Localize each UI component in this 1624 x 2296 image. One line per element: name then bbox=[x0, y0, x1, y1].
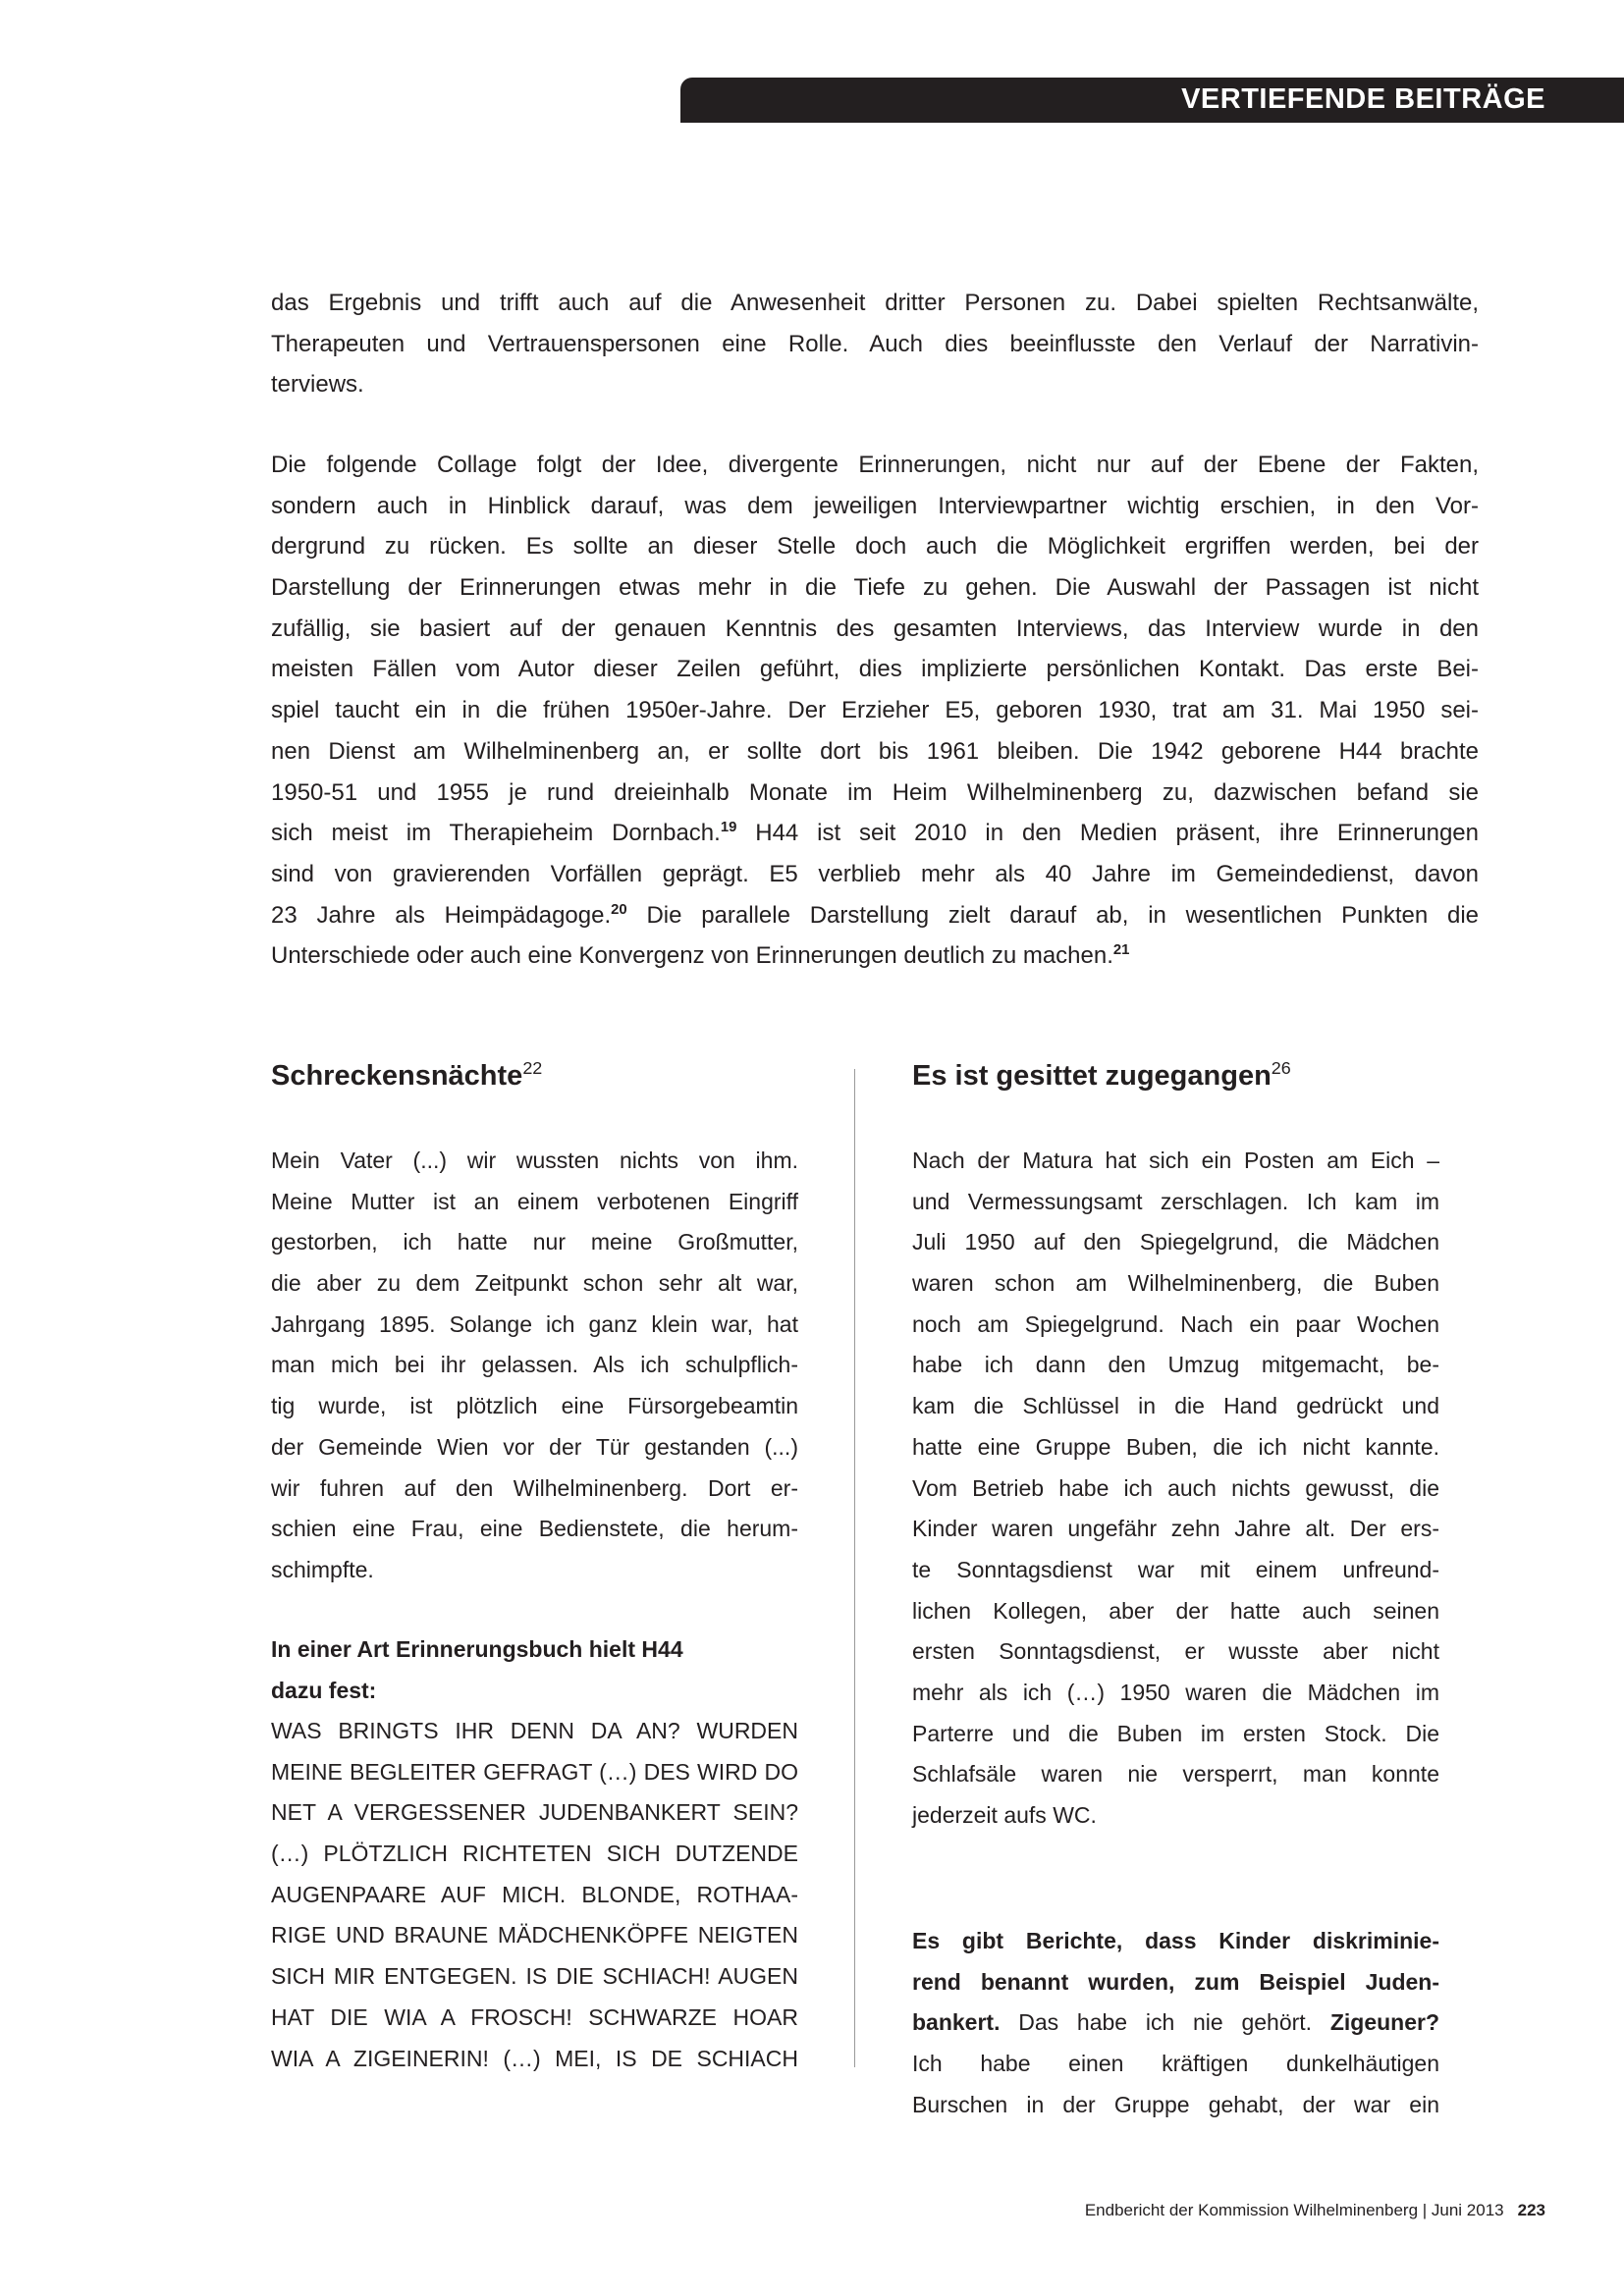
text-line: Meine Mutter ist an einem verbotenen Eingriff bbox=[271, 1188, 798, 1214]
text-line: das Ergebnis und trifft auch auf die Anwesenheit dritter Personen zu. Dabei spielten Rechtsanwälte, bbox=[271, 290, 1479, 316]
text-line: zufällig, sie basiert auf der genauen Kenntnis des gesamten Interviews, das Interview wurde in den bbox=[271, 614, 1479, 642]
text-line: spiel taucht ein in die frühen 1950er-Jahre. Der Erzieher E5, geboren 1930, trat am 31. Mai 1950 sei- bbox=[271, 697, 1479, 724]
text-line: die aber zu dem Zeitpunkt schon sehr alt war, bbox=[271, 1270, 798, 1297]
text-segment: 23 Jahre als Heimpädagoge. bbox=[271, 901, 612, 929]
text-line bbox=[271, 813, 1479, 854]
heading-text: Es ist gesittet zugegangen bbox=[912, 1060, 1272, 1092]
text-line: wir fuhren auf den Wilhelminenberg. Dort er- bbox=[271, 1474, 798, 1501]
text-segment: Unterschiede oder auch eine Konvergenz von Erinnerungen deutlich zu machen. bbox=[271, 942, 1113, 970]
text-line: sind von gravierenden Vorfällen geprägt. E5 verblieb mehr als 40 Jahre im Gemeindedienst, davon bbox=[271, 860, 1479, 887]
column-divider bbox=[854, 1069, 855, 2067]
text-line bbox=[912, 2002, 1439, 2044]
text-line: MEINE BEGLEITER GEFRAGT (…) DES WIRD DO bbox=[271, 1758, 798, 1785]
text-line: te Sonntagsdienst war mit einem unfreund- bbox=[912, 1556, 1439, 1582]
text-segment: sich meist im Therapieheim Dornbach. bbox=[271, 820, 721, 847]
text-line: AUGENPAARE AUF MICH. BLONDE, ROTHAA- bbox=[271, 1881, 798, 1907]
footnote-ref: 20 bbox=[611, 901, 627, 918]
heading-text: Schreckensnächte bbox=[271, 1060, 523, 1092]
text-line: hatte eine Gruppe Buben, die ich nicht kannte. bbox=[912, 1433, 1439, 1460]
text-line: terviews. bbox=[271, 371, 364, 399]
footnote-ref: 26 bbox=[1271, 1058, 1291, 1079]
text-line bbox=[271, 935, 1479, 977]
text-line: der Gemeinde Wien vor der Tür gestanden (...) bbox=[271, 1433, 798, 1460]
text-line: Burschen in der Gruppe gehabt, der war ein bbox=[912, 2091, 1439, 2117]
text-line: Schlafsäle waren nie versperrt, man konnte bbox=[912, 1761, 1439, 1788]
text-line: RIGE UND BRAUNE MÄDCHENKÖPFE NEIGTEN bbox=[271, 1922, 798, 1949]
intro-paragraph-1 bbox=[271, 283, 1479, 405]
text-line: Kinder waren ungefähr zehn Jahre alt. Der ers- bbox=[912, 1516, 1439, 1542]
left-column-subheading bbox=[271, 1629, 798, 1711]
left-column-heading bbox=[271, 1056, 542, 1095]
text-line bbox=[912, 1921, 1439, 1962]
intro-paragraph-2 bbox=[271, 445, 1479, 977]
text-line: tig wurde, ist plötzlich eine Fürsorgebeamtin bbox=[271, 1393, 798, 1419]
text-segment: Das habe ich nie gehört. bbox=[1000, 2009, 1330, 2036]
text-line: sondern auch in Hinblick darauf, was dem jeweiligen Interviewpartner wichtig erschien, in den Vor- bbox=[271, 492, 1479, 519]
text-line: man mich bei ihr gelassen. Als ich schulpflich- bbox=[271, 1352, 798, 1378]
text-segment: Zigeuner? bbox=[1329, 2009, 1439, 2036]
text-line: In einer Art Erinnerungsbuch hielt H44 bbox=[271, 1636, 683, 1662]
text-line: Darstellung der Erinnerungen etwas mehr in die Tiefe zu gehen. Die Auswahl der Passagen ist nicht bbox=[271, 574, 1479, 602]
left-column-body bbox=[271, 1141, 798, 1591]
text-line: dergrund zu rücken. Es sollte an dieser Stelle doch auch die Möglichkeit ergriffen werden, bei der bbox=[271, 533, 1479, 561]
text-line: kam die Schlüssel in die Hand gedrückt und bbox=[912, 1393, 1439, 1419]
text-segment: H44 ist seit 2010 in den Medien präsent, ihre Erinnerungen bbox=[736, 820, 1479, 847]
text-line: dazu fest: bbox=[271, 1677, 377, 1703]
text-line: Jahrgang 1895. Solange ich ganz klein war, hat bbox=[271, 1310, 798, 1337]
footnote-ref: 22 bbox=[522, 1058, 543, 1079]
section-title: VERTIEFENDE BEITRÄGE bbox=[1181, 83, 1545, 115]
text-line: lichen Kollegen, aber der hatte auch seinen bbox=[912, 1597, 1439, 1624]
text-segment: Die parallele Darstellung zielt darauf ab, in wesentlichen Punkten die bbox=[626, 901, 1479, 929]
text-line: gestorben, ich hatte nur meine Großmutter, bbox=[271, 1229, 798, 1255]
text-line: Die folgende Collage folgt der Idee, divergente Erinnerungen, nicht nur auf der Ebene der Fakten, bbox=[271, 452, 1479, 478]
text-line: Nach der Matura hat sich ein Posten am Eich – bbox=[912, 1148, 1439, 1173]
text-line: Juli 1950 auf den Spiegelgrund, die Mädchen bbox=[912, 1229, 1439, 1255]
text-line: 1950-51 und 1955 je rund dreieinhalb Monate im Heim Wilhelminenberg zu, dazwischen befand sie bbox=[271, 778, 1479, 806]
text-line: habe ich dann den Umzug mitgemacht, be- bbox=[912, 1352, 1439, 1378]
text-line: schimpfte. bbox=[271, 1556, 374, 1582]
footnote-ref: 19 bbox=[720, 820, 737, 836]
right-column-heading bbox=[912, 1056, 1291, 1095]
text-line: schien eine Frau, eine Bedienstete, die herum- bbox=[271, 1516, 798, 1542]
text-line: NET A VERGESSENER JUDENBANKERT SEIN? bbox=[271, 1799, 798, 1826]
right-column-interview-question bbox=[912, 1921, 1439, 2125]
text-segment: bankert. bbox=[912, 2009, 1001, 2036]
text-line: SICH MIR ENTGEGEN. IS DIE SCHIACH! AUGEN bbox=[271, 1963, 798, 1990]
text-line bbox=[271, 895, 1479, 936]
text-line: mehr als ich (…) 1950 waren die Mädchen im bbox=[912, 1679, 1439, 1705]
text-line: Therapeuten und Vertrauenspersonen eine Rolle. Auch dies beeinflusste den Verlauf der Narrativin- bbox=[271, 330, 1479, 357]
text-line: WAS BRINGTS IHR DENN DA AN? WURDEN bbox=[271, 1718, 798, 1743]
section-header-bar bbox=[680, 78, 1624, 123]
text-segment: Es gibt Berichte, dass Kinder diskriminie- bbox=[912, 1928, 1439, 1953]
text-line: (…) PLÖTZLICH RICHTETEN SICH DUTZENDE bbox=[271, 1841, 798, 1867]
text-line: Parterre und die Buben im ersten Stock. Die bbox=[912, 1720, 1439, 1746]
text-line: WIA A ZIGEINERIN! (…) MEI, IS DE SCHIACH bbox=[271, 2045, 798, 2071]
text-line: meisten Fällen vom Autor dieser Zeilen geführt, dies implizierte persönlichen Kontakt. Das erste Bei- bbox=[271, 656, 1479, 683]
text-line: ersten Sonntagsdienst, er wusste aber nicht bbox=[912, 1638, 1439, 1665]
text-line: Ich habe einen kräftigen dunkelhäutigen bbox=[912, 2051, 1439, 2077]
left-column-quote bbox=[271, 1711, 798, 2079]
text-line: Mein Vater (...) wir wussten nichts von ihm. bbox=[271, 1148, 798, 1173]
text-line: waren schon am Wilhelminenberg, die Buben bbox=[912, 1270, 1439, 1297]
text-segment: rend benannt wurden, zum Beispiel Juden- bbox=[912, 1968, 1439, 1995]
text-line: und Vermessungsamt zerschlagen. Ich kam im bbox=[912, 1188, 1439, 1214]
right-column-body bbox=[912, 1141, 1439, 1837]
page-number: 223 bbox=[1517, 2201, 1545, 2219]
text-line bbox=[912, 1962, 1439, 2003]
footnote-ref: 21 bbox=[1112, 942, 1130, 959]
publication-title: Endbericht der Kommission Wilhelminenberg | Juni 2013 bbox=[1084, 2201, 1504, 2219]
text-line: nen Dienst am Wilhelminenberg an, er sollte dort bis 1961 bleiben. Die 1942 geborene H44 brachte bbox=[271, 737, 1479, 765]
text-line: Vom Betrieb habe ich auch nichts gewusst, die bbox=[912, 1474, 1439, 1501]
text-line: noch am Spiegelgrund. Nach ein paar Wochen bbox=[912, 1310, 1439, 1337]
text-line: HAT DIE WIA A FROSCH! SCHWARZE HOAR bbox=[271, 2003, 798, 2030]
text-line: jederzeit aufs WC. bbox=[912, 1802, 1097, 1828]
page-footer bbox=[1085, 2201, 1545, 2220]
